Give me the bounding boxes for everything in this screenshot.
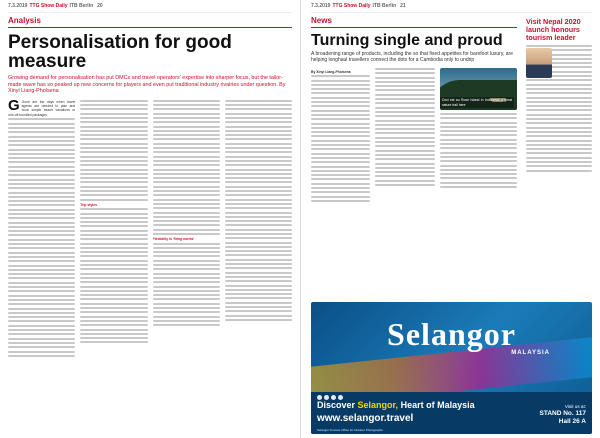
right-folio-edition: ITB Berlin: [372, 3, 397, 9]
left-folio-brand: TTG Show Daily: [29, 3, 68, 9]
ad-tagline-suffix: Heart of Malaysia: [400, 400, 475, 410]
right-column-2: [375, 68, 434, 204]
left-column-3: [153, 100, 220, 359]
left-section-label: Analysis: [8, 16, 292, 28]
right-column-3: [440, 68, 517, 204]
right-folio-date: 7.3.2019: [311, 3, 331, 9]
right-main-article: [311, 16, 517, 204]
left-col2-subhead: Trip styles: [80, 202, 98, 207]
right-standfirst: A broadening range of products, including the so that fixed appetites for barefoot luxury, are helping longhaul travellers connect the dots for a Cambodia only to undrip: [311, 51, 513, 63]
ad-visit-box: [526, 404, 586, 426]
left-folio: [8, 0, 292, 13]
right-page: [300, 0, 600, 438]
sidebar-portrait: [526, 48, 552, 78]
right-column-1: [311, 68, 370, 204]
drop-cap: G: [8, 99, 20, 114]
left-folio-page: 20: [97, 3, 103, 9]
right-folio-page: 21: [400, 3, 406, 9]
ad-country: MALAYSIA: [511, 350, 550, 356]
photo-caption: Ceci est au Rose Island in Indonesia a great nature trail here: [441, 98, 512, 107]
article-photo: [440, 68, 517, 110]
right-byline: By Xinyi Liang-Pholsena: [311, 70, 351, 74]
ad-stand-number: STAND No. 117: [539, 410, 586, 417]
selangor-advertisement: [311, 302, 592, 434]
left-folio-date: 7.3.2019: [8, 3, 28, 9]
left-column-4: [225, 100, 292, 359]
ad-footnote: Selangor Tourism Office for Outdoor Photographs: [317, 428, 383, 432]
right-section-label: News: [311, 16, 517, 28]
right-headline: Turning single and proud: [311, 32, 503, 49]
ad-tagline-brand: Selangor,: [357, 400, 399, 410]
ad-tagline: [317, 400, 475, 410]
left-standfirst: Growing demand for personalisation has put DMCs and travel operators' expertise into sharper focus, but the tailor-made wave has so peaked up new concerns for players and even put traditional industry rivalries under question. By Xinyi Liang-Pholsena: [8, 75, 286, 95]
right-body-columns: [311, 68, 517, 204]
ad-hall-number: Hall 26 A: [558, 418, 586, 425]
right-folio-brand: TTG Show Daily: [332, 3, 371, 9]
left-headline: Personalisation for good measure: [8, 32, 232, 72]
right-folio: [311, 0, 592, 13]
sidebar-headline: Visit Nepal 2020 launch honours tourism leader: [526, 17, 581, 42]
left-body-columns: [8, 100, 292, 359]
ad-selangor-logo: Selangor: [387, 316, 516, 352]
left-folio-edition: ITB Berlin: [69, 3, 94, 9]
news-sidebar: [526, 18, 592, 174]
ad-url[interactable]: www.selangor.travel: [317, 413, 414, 424]
ad-visit-label: Visit us at:: [564, 404, 586, 409]
sidebar-body: [526, 45, 592, 174]
left-body-intro: Gone are the days when travel agents are needed to plan and book simple beach vacations or one-off bundled packages.: [8, 99, 76, 117]
left-col3-subhead: Flexibility is 'firing norms': [152, 237, 195, 242]
left-column-1: [8, 100, 75, 359]
left-column-2: [80, 100, 147, 359]
ad-tagline-prefix: Discover: [317, 400, 356, 410]
